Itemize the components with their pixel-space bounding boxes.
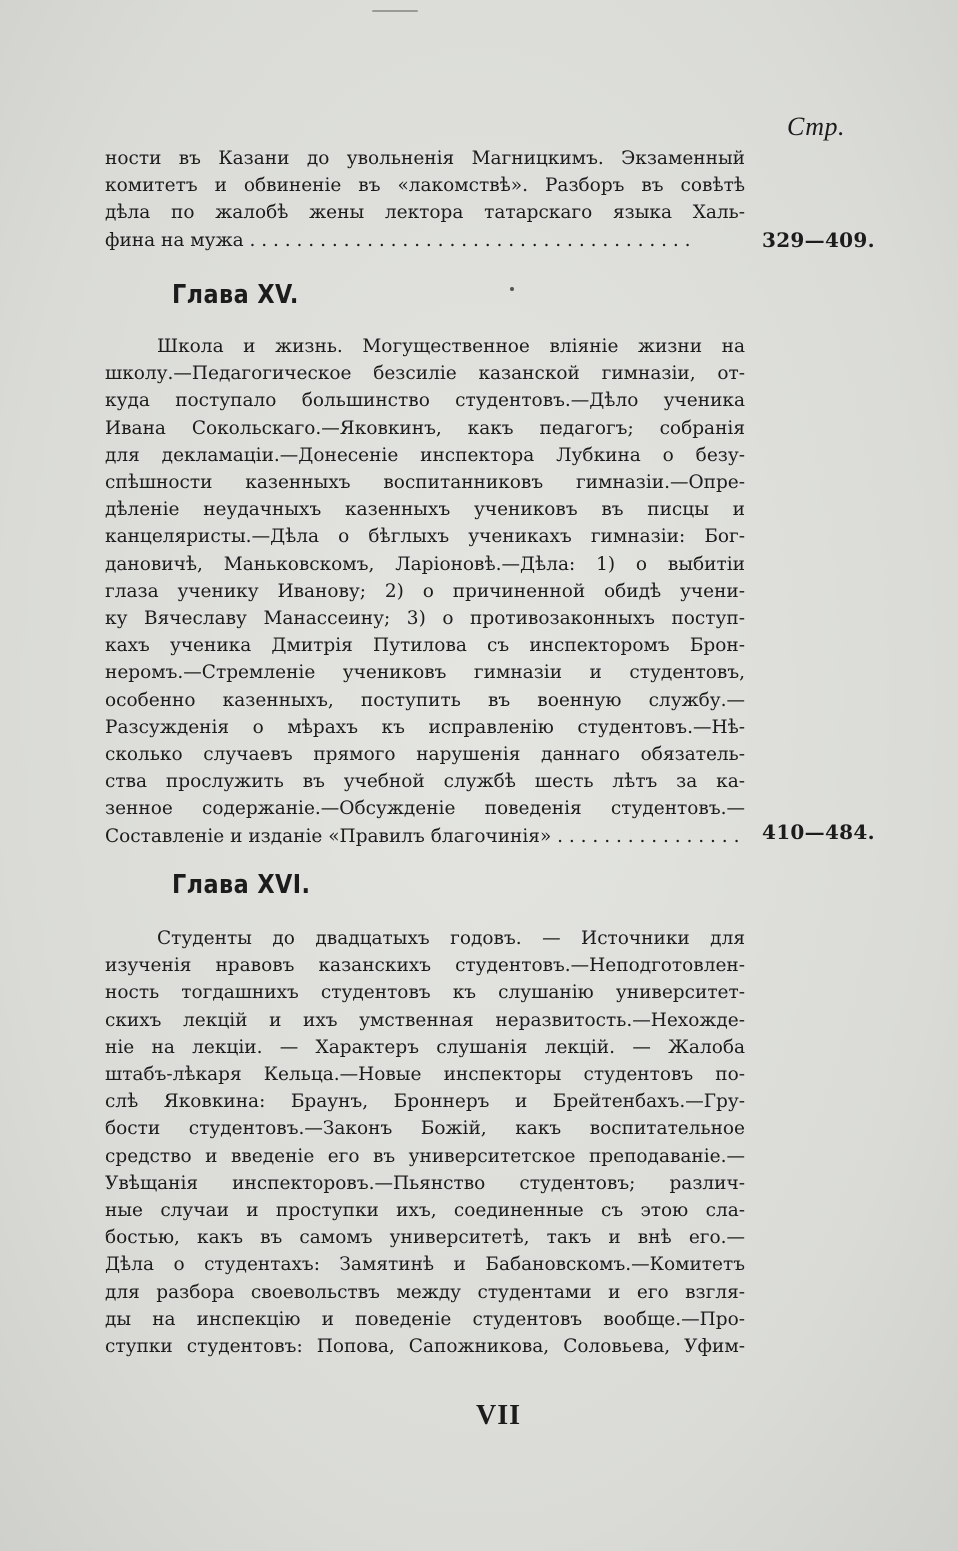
chapter-15-title: Глава XV. bbox=[172, 280, 299, 310]
chapter-16-summary bbox=[105, 925, 745, 1360]
text-line: ступки студентовъ: Попова, Сапожникова, Соловьева, Уфим- bbox=[105, 1336, 745, 1358]
text-line: ды на инспекцію и поведеніе студентовъ вообще.—Про- bbox=[105, 1308, 745, 1330]
text-line: штабъ-лѣкаря Кельца.—Новые инспекторы студентовъ по- bbox=[105, 1064, 745, 1086]
chapter-15-summary bbox=[105, 333, 745, 850]
text-line: школу.—Педагогическое безсиліе казанской гимназіи, от- bbox=[105, 363, 745, 385]
text-line: Увѣщанія инспекторовъ.—Пьянство студентовъ; различ- bbox=[105, 1172, 745, 1194]
chapter-15-pages: 410—484. bbox=[762, 820, 875, 844]
page-folio: VII bbox=[476, 1400, 522, 1431]
stray-dot bbox=[510, 287, 514, 291]
text-line: комитетъ и обвиненіе въ «лакомствѣ». Разборъ въ совѣтѣ bbox=[105, 175, 745, 197]
page-column-label: Стр. bbox=[787, 112, 845, 141]
text-line: глаза ученику Иванову; 2) о причиненной обидѣ учени- bbox=[105, 580, 745, 602]
text-line: для разбора своевольствъ между студентами и его взгля- bbox=[105, 1281, 745, 1303]
text-line: ку Вячеславу Манассеину; 3) о противозаконныхъ поступ- bbox=[105, 608, 745, 630]
text-line: для декламаціи.—Донесеніе инспектора Лубкина о безу- bbox=[105, 444, 745, 466]
text-line: спѣшности казенныхъ воспитанниковъ гимназіи.—Опре- bbox=[105, 472, 745, 494]
text-line: ные случаи и проступки ихъ, соединенные съ этою сла- bbox=[105, 1200, 745, 1222]
text-line: дановичѣ, Маньковскомъ, Ларіоновѣ.—Дѣла: 1) о выбитіи bbox=[105, 553, 745, 575]
text-line: кахъ ученика Дмитрія Путилова съ инспекторомъ Брон- bbox=[105, 635, 745, 657]
text-line: ности въ Казани до увольненія Магницкимъ. Экзаменный bbox=[105, 148, 745, 169]
text-line: Студенты до двадцатыхъ годовъ. — Источники для bbox=[157, 928, 745, 949]
text-line: ства прослужить въ учебной службѣ шесть лѣтъ за ка- bbox=[105, 771, 745, 793]
text-line: изученія нравовъ казанскихъ студентовъ.—Неподготовлен- bbox=[105, 955, 745, 977]
top-mark bbox=[372, 10, 418, 12]
text-line: зенное содержаніе.—Обсужденіе поведенія студентовъ.— bbox=[105, 798, 745, 820]
entry-continued bbox=[105, 145, 745, 254]
text-line: ніе на лекціи. — Характеръ слушанія лекцій. — Жалоба bbox=[105, 1036, 745, 1058]
text-line-last: Составленіе и изданіе «Правилъ благочинія» . . . bbox=[105, 823, 745, 850]
text-line: Ивана Сокольскаго.—Яковкинъ, какъ педагогъ; собранія bbox=[105, 417, 745, 439]
text-line: слѣ Яковкина: Браунъ, Броннеръ и Брейтенбахъ.—Гру- bbox=[105, 1091, 745, 1113]
text-line: сколько случаевъ прямого нарушенія даннаго обязатель- bbox=[105, 744, 745, 766]
chapter-16-title: Глава XVI. bbox=[172, 870, 311, 900]
entry-continued-pages: 329—409. bbox=[762, 228, 875, 252]
text-line: канцеляристы.—Дѣла о бѣглыхъ ученикахъ гимназіи: Бог- bbox=[105, 526, 745, 548]
text-line: неромъ.—Стремленіе учениковъ гимназіи и студентовъ, bbox=[105, 662, 745, 684]
text-line: Школа и жизнь. Могущественное вліяніе жизни на bbox=[157, 336, 745, 357]
text-line: ность тогдашнихъ студентовъ къ слушанію университет- bbox=[105, 982, 745, 1004]
text-line: бости студентовъ.—Законъ Божій, какъ воспитательное bbox=[105, 1118, 745, 1140]
text-line: особенно казенныхъ, поступить въ военную службу.— bbox=[105, 689, 745, 711]
text-line: Дѣла о студентахъ: Замятинѣ и Бабановскомъ.—Комитетъ bbox=[105, 1254, 745, 1276]
text-line: средство и введеніе его въ университетское преподаваніе.— bbox=[105, 1145, 745, 1167]
text-line-last: фина на мужа . . . bbox=[105, 227, 745, 254]
text-line: дѣленіе неудачныхъ казенныхъ учениковъ въ писцы и bbox=[105, 499, 745, 521]
text-line: дѣла по жалобѣ жены лектора татарскаго языка Халь- bbox=[105, 202, 745, 224]
text-line: бостью, какъ въ самомъ университетѣ, такъ и внѣ его.— bbox=[105, 1227, 745, 1249]
text-line: Разсужденія о мѣрахъ къ исправленію студентовъ.—Нѣ- bbox=[105, 716, 745, 738]
text-line: скихъ лекцій и ихъ умственная неразвитость.—Нехожде- bbox=[105, 1009, 745, 1031]
text-line: куда поступало большинство студентовъ.—Дѣло ученика bbox=[105, 390, 745, 412]
